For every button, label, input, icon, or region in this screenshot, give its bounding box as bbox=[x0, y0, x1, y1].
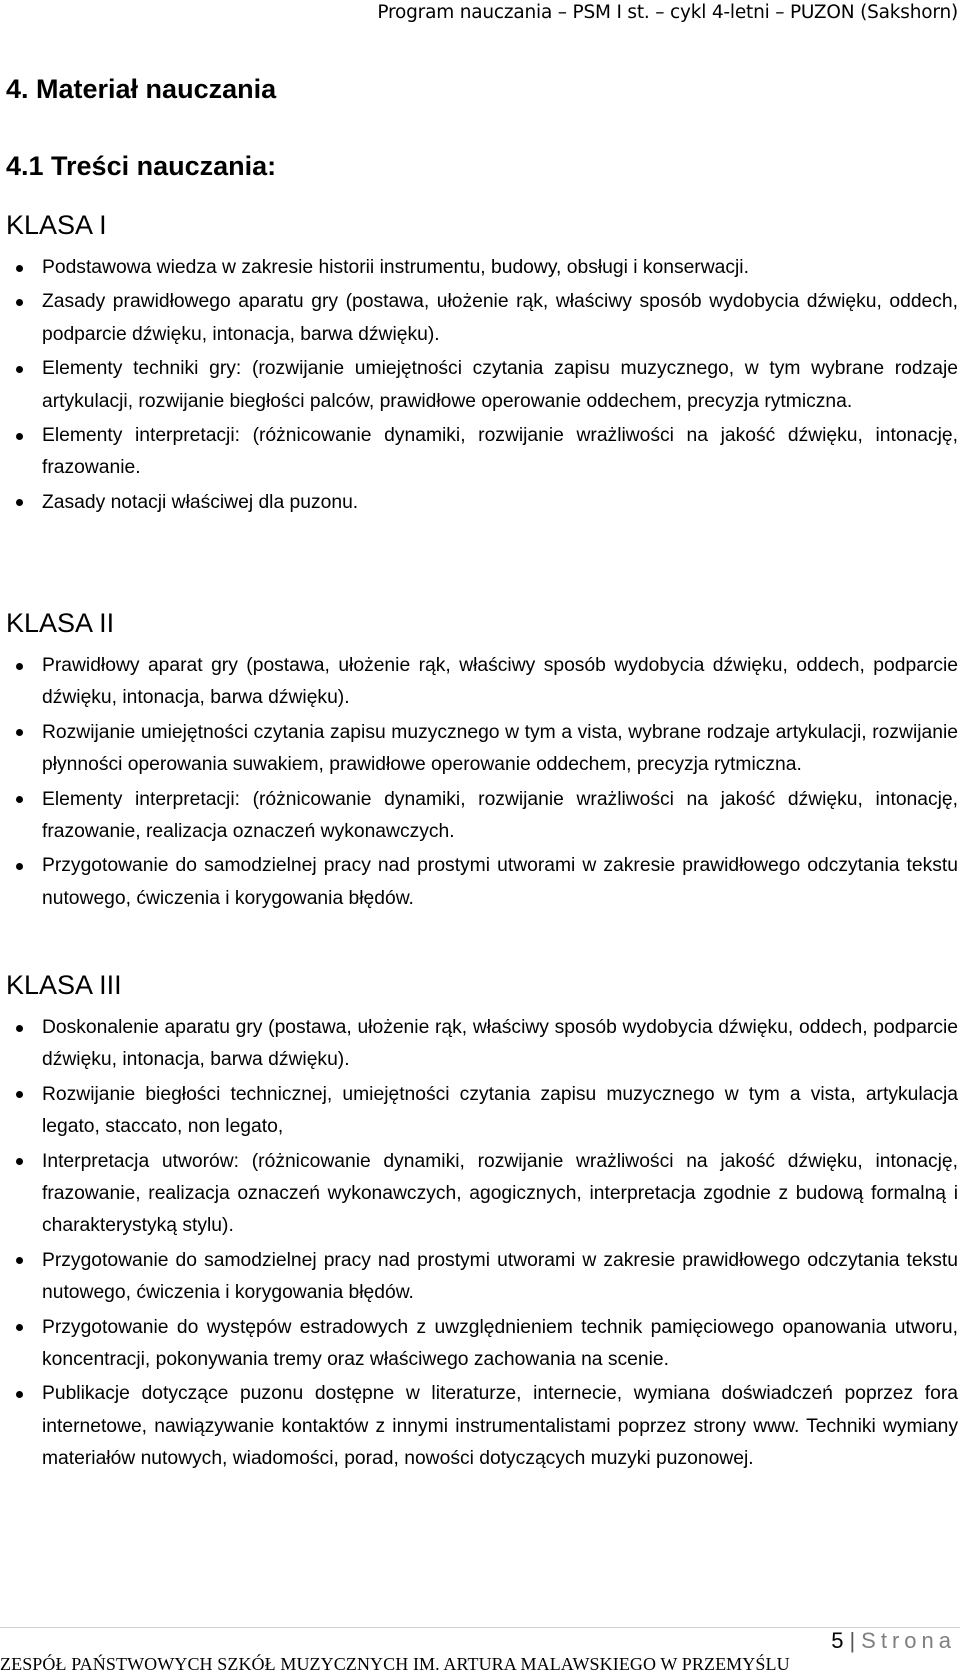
content-list bbox=[0, 1012, 960, 1476]
class-section-3 bbox=[0, 968, 960, 1476]
list-item bbox=[0, 1012, 958, 1077]
bullet-icon bbox=[16, 433, 23, 440]
section-heading: 4. Materiał nauczania bbox=[6, 74, 277, 104]
class-section-1 bbox=[0, 208, 960, 519]
list-item-text: Rozwijanie umiejętności czytania zapisu muzycznego w tym a vista, wybrane rodzaje artykulacji, rozwijanie płynności operowania suwakiem, prawidłowe operowanie oddechem, precyzja rytmiczna. bbox=[42, 721, 958, 776]
class-heading: KLASA II bbox=[6, 608, 115, 638]
list-item bbox=[0, 420, 958, 485]
list-item-text: Przygotowanie do występów estradowych z uwzględnieniem technik pamięciowego opanowania utworu, koncentracji, pokonywania tremy oraz właściwego zachowania na scenie. bbox=[42, 1316, 958, 1371]
bullet-icon bbox=[16, 663, 23, 670]
page-label: Strona bbox=[861, 1628, 956, 1653]
list-item bbox=[0, 286, 958, 351]
bullet-icon bbox=[16, 1391, 23, 1398]
bullet-icon bbox=[16, 1257, 23, 1264]
content-list bbox=[0, 252, 960, 519]
bullet-icon bbox=[16, 1025, 23, 1032]
list-item bbox=[0, 1245, 958, 1310]
class-section-2 bbox=[0, 606, 960, 915]
list-item-text: Rozwijanie biegłości technicznej, umiejętności czytania zapisu muzycznego w tym a vista, artykulacja legato, staccato, non legato, bbox=[42, 1083, 958, 1138]
bullet-icon bbox=[16, 1324, 23, 1331]
bullet-icon bbox=[16, 863, 23, 870]
bullet-icon bbox=[16, 366, 23, 373]
list-item bbox=[0, 850, 958, 915]
list-item-text: Elementy interpretacji: (różnicowanie dynamiki, rozwijanie wrażliwości na jakość dźwięku, intonację, frazowanie, realizacja oznaczeń wykonawczych. bbox=[42, 788, 958, 843]
list-item bbox=[0, 1378, 958, 1475]
list-item-text: Podstawowa wiedza w zakresie historii instrumentu, budowy, obsługi i konserwacji. bbox=[42, 257, 749, 278]
list-item-text: Interpretacja utworów: (różnicowanie dynamiki, rozwijanie wrażliwości na jakość dźwięku, intonację, frazowanie, realizacja oznaczeń wykonawczych, agogicznych, interpretacja zgodnie z budową formalną i charakterystyką stylu). bbox=[42, 1150, 958, 1237]
page-number bbox=[831, 1628, 956, 1654]
list-item bbox=[0, 252, 958, 284]
list-item-text: Elementy techniki gry: (rozwijanie umiejętności czytania zapisu muzycznego, w tym wybrane rodzaje artykulacji, rozwijanie biegłości palców, prawidłowe operowanie oddechem, precyzja rytmiczna. bbox=[42, 358, 958, 412]
bullet-icon bbox=[16, 1091, 23, 1098]
footer-school-name: ZESPÓŁ PAŃSTWOWYCH SZKÓŁ MUZYCZNYCH IM. ARTURA MALAWSKIEGO W PRZEMYŚLU bbox=[0, 1654, 790, 1674]
bullet-icon bbox=[16, 729, 23, 736]
bullet-icon bbox=[16, 1158, 23, 1165]
list-item-text: Prawidłowy aparat gry (postawa, ułożenie rąk, właściwy sposób wydobycia dźwięku, oddech, podparcie dźwięku, intonacja, barwa dźwięku). bbox=[42, 655, 958, 709]
bullet-icon bbox=[16, 265, 23, 272]
page-number-value: 5 bbox=[831, 1628, 844, 1653]
bullet-icon bbox=[16, 499, 23, 506]
subsection-heading: 4.1 Treści nauczania: bbox=[6, 151, 277, 181]
list-item-text: Przygotowanie do samodzielnej pracy nad prostymi utworami w zakresie prawidłowego odczytania tekstu nutowego, ćwiczenia i korygowania błędów. bbox=[42, 1249, 958, 1304]
list-item bbox=[0, 487, 958, 519]
list-item bbox=[0, 650, 958, 715]
class-heading: KLASA III bbox=[6, 970, 122, 1000]
bullet-icon bbox=[16, 796, 23, 803]
list-item-text: Przygotowanie do samodzielnej pracy nad prostymi utworami w zakresie prawidłowego odczytania tekstu nutowego, ćwiczenia i korygowania błędów. bbox=[42, 855, 958, 909]
list-item bbox=[0, 717, 958, 782]
running-header: Program nauczania – PSM I st. – cykl 4-letni – PUZON (Sakshorn) bbox=[377, 2, 958, 23]
bullet-icon bbox=[16, 299, 23, 306]
list-item-text: Doskonalenie aparatu gry (postawa, ułożenie rąk, właściwy sposób wydobycia dźwięku, oddech, podparcie dźwięku, intonacja, barwa dźwięku). bbox=[42, 1017, 958, 1071]
page-number-separator: | bbox=[849, 1628, 856, 1653]
list-item bbox=[0, 1146, 958, 1243]
list-item bbox=[0, 353, 958, 418]
list-item bbox=[0, 1079, 958, 1144]
class-heading: KLASA I bbox=[6, 210, 107, 240]
list-item-text: Publikacje dotyczące puzonu dostępne w literaturze, internecie, wymiana doświadczeń poprzez fora internetowe, nawiązywanie kontaktów z innymi instrumentalistami poprzez strony www. Techniki wymiany materiałów nutowych, wiadomości, porad, nowości dotyczących muzyki puzonowej. bbox=[42, 1383, 958, 1470]
list-item bbox=[0, 784, 958, 849]
list-item-text: Zasady notacji właściwej dla puzonu. bbox=[42, 491, 359, 513]
footer-divider bbox=[0, 1627, 960, 1628]
content-list bbox=[0, 650, 960, 915]
list-item bbox=[0, 1312, 958, 1377]
list-item-text: Zasady prawidłowego aparatu gry (postawa, ułożenie rąk, właściwy sposób wydobycia dźwięku, oddech, podparcie dźwięku, intonacja, barwa dźwięku). bbox=[42, 291, 958, 345]
list-item-text: Elementy interpretacji: (różnicowanie dynamiki, rozwijanie wrażliwości na jakość dźwięku, intonację, frazowanie. bbox=[42, 425, 958, 479]
